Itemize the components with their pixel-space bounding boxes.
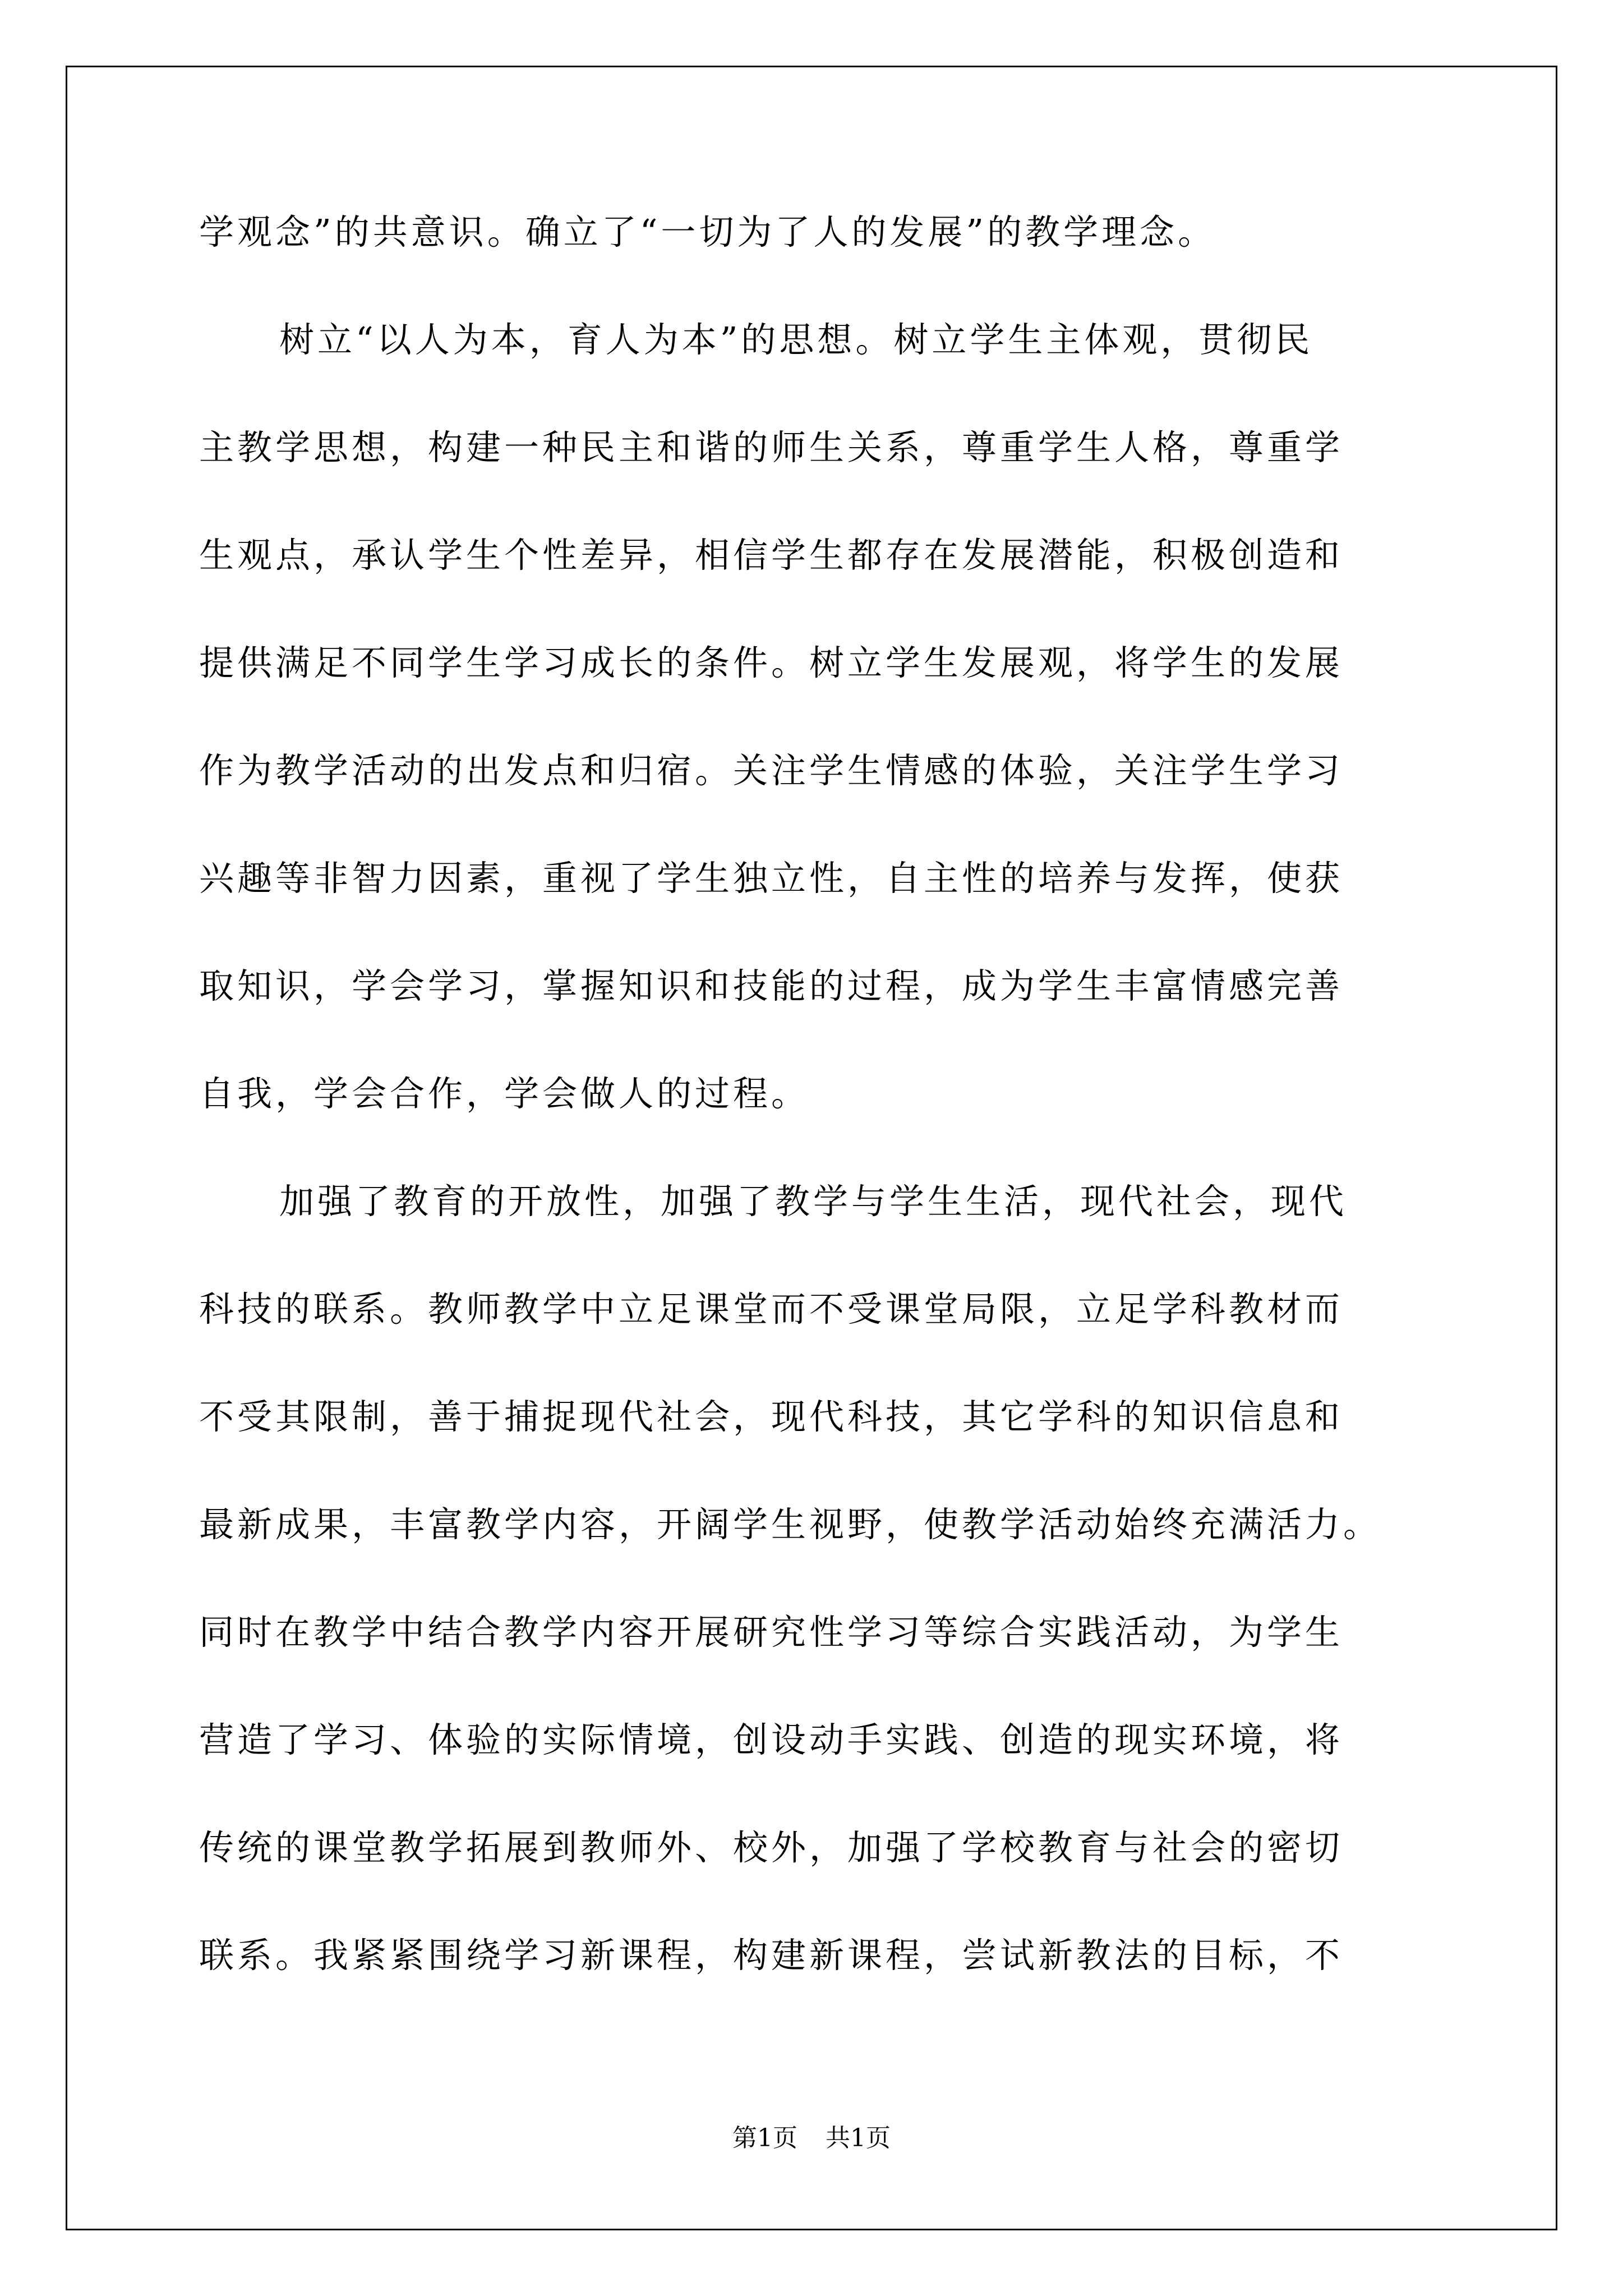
page-number: 第1页 — [732, 2124, 797, 2152]
page-total: 共1页 — [826, 2124, 891, 2152]
text-line: 联系。我紧紧围绕学习新课程，构建新课程，尝试新教法的目标，不 — [199, 1935, 1344, 1976]
text-line: 兴趣等非智力因素，重视了学生独立性，自主性的培养与发挥，使获 — [199, 858, 1344, 899]
text-line: 主教学思想，构建一种民主和谐的师生关系，尊重学生人格，尊重学 — [199, 427, 1344, 468]
paragraph-first-line: 树立“以人为本，育人为本”的思想。树立学生主体观，贯彻民 — [279, 319, 1313, 360]
text-line: 传统的课堂教学拓展到教师外、校外，加强了学校教育与社会的密切 — [199, 1827, 1344, 1868]
text-line: 同时在教学中结合教学内容开展研究性学习等综合实践活动，为学生 — [199, 1612, 1344, 1653]
text-line: 自我，学会合作，学会做人的过程。 — [199, 1073, 810, 1114]
text-line: 营造了学习、体验的实际情境，创设动手实践、创造的现实环境，将 — [199, 1719, 1344, 1760]
paragraph-first-line: 加强了教育的开放性，加强了教学与学生生活，现代社会，现代 — [279, 1181, 1348, 1222]
text-line: 不受其限制，善于捕捉现代社会，现代科技，其它学科的知识信息和 — [199, 1396, 1344, 1437]
text-line: 生观点，承认学生个性差异，相信学生都存在发展潜能，积极创造和 — [199, 535, 1344, 576]
text-line: 科技的联系。教师教学中立足课堂而不受课堂局限，立足学科教材而 — [199, 1289, 1344, 1329]
text-line: 作为教学活动的出发点和归宿。关注学生情感的体验，关注学生学习 — [199, 750, 1344, 791]
page-footer — [0, 2126, 1623, 2151]
page-border — [66, 66, 1557, 2230]
text-line: 取知识，学会学习，掌握知识和技能的过程，成为学生丰富情感完善 — [199, 965, 1344, 1006]
text-line: 最新成果，丰富教学内容，开阔学生视野，使教学活动始终充满活力。 — [199, 1504, 1382, 1545]
text-line: 提供满足不同学生学习成长的条件。树立学生发展观，将学生的发展 — [199, 642, 1344, 683]
text-line: 学观念”的共意识。确立了“一切为了人的发展”的教学理念。 — [199, 211, 1216, 252]
